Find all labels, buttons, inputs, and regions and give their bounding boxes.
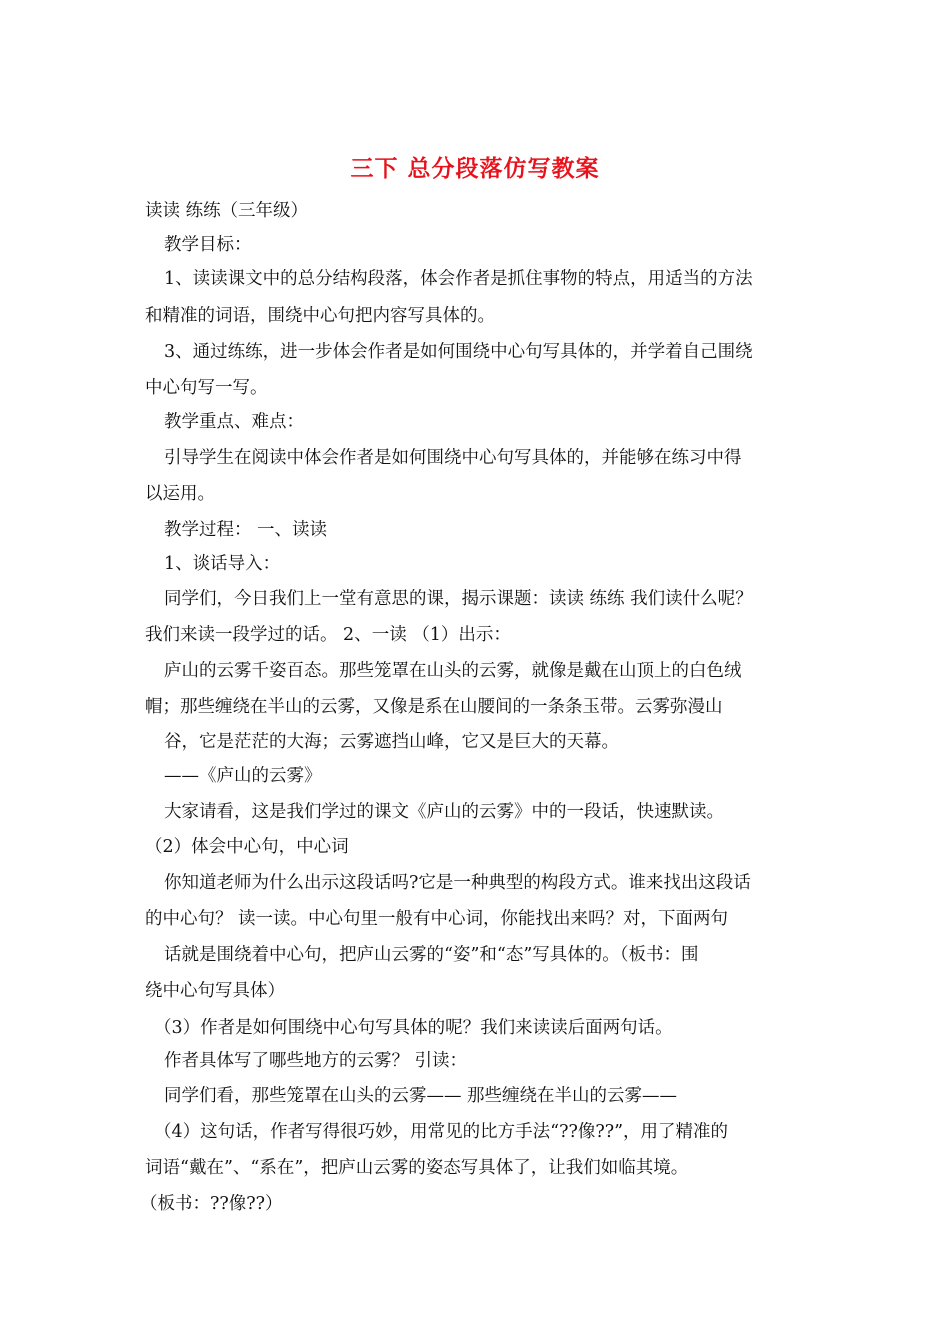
text-line: 绕中心句写具体） (145, 981, 285, 1001)
text-line: 大家请看，这是我们学过的课文《庐山的云雾》中的一段话，快速默读。 (164, 802, 724, 822)
text-line: 教学重点、难点： (164, 412, 304, 432)
text-line: 话就是围绕着中心句，把庐山云雾的“姿”和“态”写具体的。（板书：围 (164, 945, 699, 965)
text-line: 教学过程： 一、读读 (164, 520, 328, 540)
text-line: 我们来读一段学过的话。 2、一读 （1）出示： (145, 625, 511, 645)
text-line: 同学们看，那些笼罩在山头的云雾—— 那些缠绕在半山的云雾—— (164, 1086, 678, 1106)
text-line: 同学们，今日我们上一堂有意思的课，揭示课题：读读 练练 我们读什么呢？ (164, 589, 753, 609)
text-line: 和精准的词语，围绕中心句把内容写具体的。 (145, 306, 495, 326)
text-line: （2）体会中心句，中心词 (145, 837, 349, 857)
text-line: （4）这句话，作者写得很巧妙，用常见的比方手法“??像??”，用了精准的 (154, 1122, 729, 1142)
text-line: 作者具体写了哪些地方的云雾？ 引读： (164, 1051, 468, 1071)
text-line: （板书：??像??） (140, 1194, 283, 1214)
text-line: 读读 练练（三年级） (145, 201, 309, 221)
text-line: 引导学生在阅读中体会作者是如何围绕中心句写具体的，并能够在练习中得 (164, 448, 742, 468)
text-line: 你知道老师为什么出示这段话吗?它是一种典型的构段方式。谁来找出这段话 (164, 873, 751, 893)
text-line: 帽；那些缠绕在半山的云雾，又像是系在山腰间的一条条玉带。云雾弥漫山 (145, 697, 723, 717)
text-line: 庐山的云雾千姿百态。那些笼罩在山头的云雾，就像是戴在山顶上的白色绒 (164, 661, 742, 681)
text-line: 1、谈话导入： (164, 554, 281, 574)
text-line: 教学目标： (164, 235, 252, 255)
text-line: （3）作者是如何围绕中心句写具体的呢？我们来读读后面两句话。 (154, 1018, 673, 1038)
text-line: 谷，它是茫茫的大海；云雾遮挡山峰，它又是巨大的天幕。 (164, 732, 619, 752)
text-line: ——《庐山的云雾》 (164, 766, 322, 786)
text-line: 1、读读课文中的总分结构段落，体会作者是抓住事物的特点，用适当的方法 (164, 269, 753, 289)
text-line: 的中心句？ 读一读。中心句里一般有中心词，你能找出来吗？对，下面两句 (145, 909, 729, 929)
text-line: 中心句写一写。 (145, 378, 268, 398)
text-line: 以运用。 (145, 484, 215, 504)
document-title: 三下 总分段落仿写教案 (350, 156, 600, 182)
text-line: 3、通过练练，进一步体会作者是如何围绕中心句写具体的，并学着自己围绕 (164, 342, 753, 362)
text-line: 词语“戴在”、“系在”，把庐山云雾的姿态写具体了，让我们如临其境。 (145, 1158, 689, 1178)
